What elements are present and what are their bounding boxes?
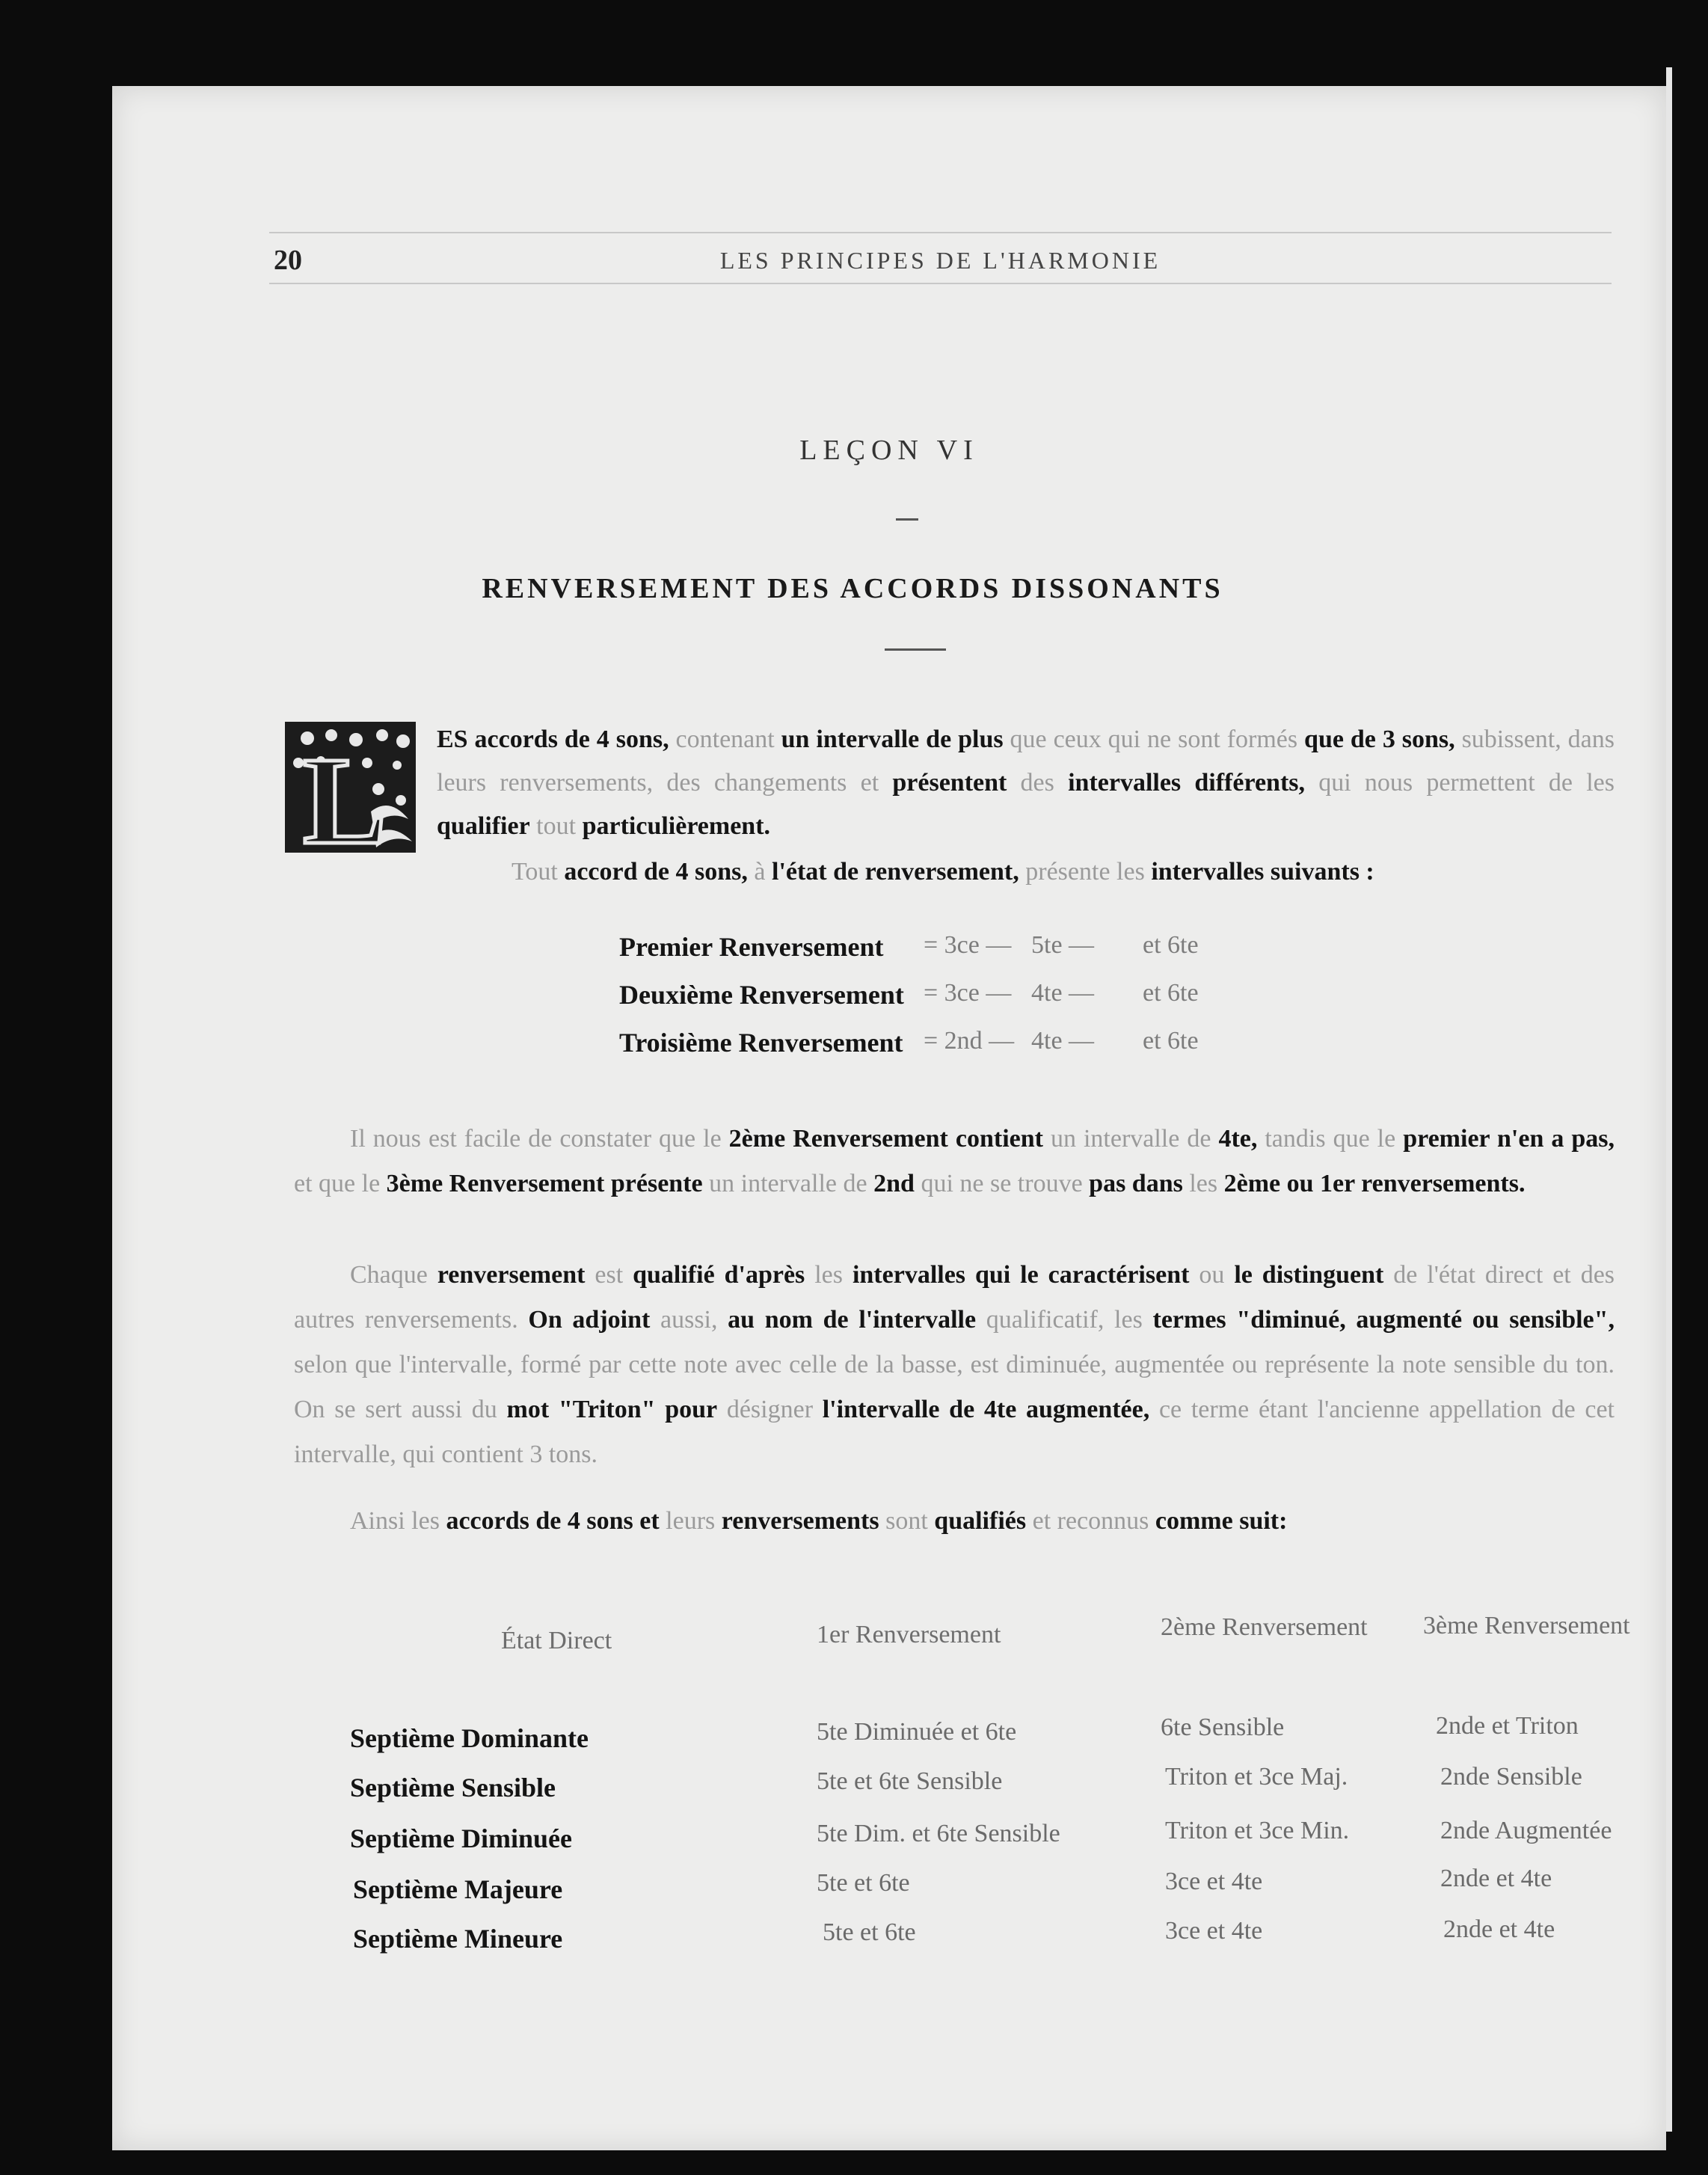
emphasized-text: 2ème Renversement contient xyxy=(728,1125,1043,1153)
emphasized-text: premier n'en a pas, xyxy=(1403,1125,1615,1153)
body-text: leurs xyxy=(659,1507,722,1535)
emphasized-text: que de 3 sons, xyxy=(1304,725,1455,753)
emphasized-text: ES accords de 4 sons, xyxy=(437,725,669,753)
emphasized-text: présentent xyxy=(892,769,1007,797)
emphasized-text: l'intervalle de 4te augmentée, xyxy=(822,1396,1150,1423)
interval-2: 4te — xyxy=(1031,979,1095,1007)
emphasized-text: intervalles suivants : xyxy=(1151,858,1374,886)
body-text: aussi, xyxy=(650,1306,728,1334)
emphasized-text: qualifiés xyxy=(934,1507,1027,1535)
table-cell: 6te Sensible xyxy=(1161,1714,1285,1741)
interval-2: 4te — xyxy=(1031,1027,1095,1055)
body-text: selon que l'intervalle, formé par cette note avec celle de la basse, est diminuée, augmentée ou représente la note sensible du ton. On se sert aussi du xyxy=(294,1351,1615,1423)
paragraph-table-intro xyxy=(294,1500,1615,1543)
interval-1: = 3ce — xyxy=(924,979,1012,1007)
emphasized-text: comme suit: xyxy=(1155,1507,1288,1535)
table-cell: 5te Dim. et 6te Sensible xyxy=(817,1820,1060,1847)
emphasized-text: pas dans xyxy=(1089,1170,1183,1197)
chord-name: Septième Sensible xyxy=(350,1773,556,1803)
body-text: ce terme étant l'ancienne appellation de cet intervalle, qui contient 3 tons. xyxy=(294,1396,1615,1468)
emphasized-text: particulièrement. xyxy=(582,812,771,840)
emphasized-text: un intervalle de plus xyxy=(781,725,1004,753)
table-cell: 5te et 6te xyxy=(823,1918,916,1946)
table-cell: Triton et 3ce Min. xyxy=(1165,1817,1350,1844)
inversion-label: Premier Renversement xyxy=(619,932,884,962)
interval-3: et 6te xyxy=(1143,1027,1199,1055)
table-cell: 2nde Augmentée xyxy=(1440,1817,1612,1844)
emphasized-text: accords de 4 sons et xyxy=(446,1507,660,1535)
emphasized-text: l'état de renversement, xyxy=(772,858,1019,886)
interval-2: 5te — xyxy=(1031,931,1095,959)
body-text: à xyxy=(747,858,772,886)
decorative-dropcap-icon xyxy=(285,722,416,853)
emphasized-text: 4te, xyxy=(1218,1125,1258,1153)
table-cell: 2nde et Triton xyxy=(1436,1712,1579,1740)
column-header: État Direct xyxy=(501,1627,612,1654)
body-text: contenant xyxy=(669,725,781,753)
page-content xyxy=(112,86,1666,2150)
emphasized-text: termes "diminué, augmenté ou sensible", xyxy=(1152,1306,1615,1334)
body-text: est xyxy=(585,1261,633,1289)
body-text: qui nous permettent de les xyxy=(1305,769,1615,797)
body-text: Il nous est facile de constater que le xyxy=(350,1125,729,1153)
emphasized-text: au nom de l'intervalle xyxy=(728,1306,977,1334)
table-row xyxy=(350,1712,1630,1772)
table-cell: Triton et 3ce Maj. xyxy=(1165,1763,1348,1791)
body-text: des xyxy=(1007,769,1069,797)
table-cell: 3ce et 4te xyxy=(1165,1868,1263,1895)
interval-1: = 3ce — xyxy=(924,931,1012,959)
paragraph-qualification xyxy=(294,1253,1615,1477)
emphasized-text: intervalles différents, xyxy=(1068,769,1306,797)
page-header xyxy=(269,232,1612,284)
chord-name: Septième Dominante xyxy=(350,1723,589,1753)
emphasized-text: mot "Triton" pour xyxy=(506,1396,718,1423)
body-text: les xyxy=(1182,1170,1224,1197)
body-text: Chaque xyxy=(350,1261,437,1289)
chord-qualification-table xyxy=(350,1612,1630,2016)
interval-3: et 6te xyxy=(1143,931,1199,959)
column-header: 2ème Renversement xyxy=(1161,1613,1368,1641)
emphasized-text: qualifier xyxy=(437,812,530,840)
table-cell: 5te et 6te Sensible xyxy=(817,1767,1003,1795)
table-cell: 5te Diminuée et 6te xyxy=(817,1718,1017,1746)
chord-name: Septième Diminuée xyxy=(350,1823,572,1853)
lesson-number: LEÇON VI xyxy=(799,435,979,466)
emphasized-text: renversement xyxy=(437,1261,586,1289)
column-header: 1er Renversement xyxy=(817,1621,1001,1648)
table-row xyxy=(353,1915,1630,1972)
body-text: désigner xyxy=(717,1396,823,1423)
body-text: les xyxy=(805,1261,853,1289)
body-text: sont xyxy=(879,1507,935,1535)
body-text: de l'état direct et des autres renversements. xyxy=(294,1261,1615,1334)
emphasized-text: 3ème Renversement présente xyxy=(386,1170,703,1197)
ornamental-dash xyxy=(896,518,918,521)
chord-name: Septième Majeure xyxy=(353,1874,563,1904)
page-number: 20 xyxy=(274,245,302,276)
paragraph-observation xyxy=(294,1117,1615,1206)
body-text: présente les xyxy=(1019,858,1152,886)
body-text: tandis que le xyxy=(1257,1125,1404,1153)
running-head: LES PRINCIPES DE L'HARMONIE xyxy=(719,247,1161,274)
chapter-title: RENVERSEMENT DES ACCORDS DISSONANTS xyxy=(482,573,1223,604)
body-text: et reconnus xyxy=(1026,1507,1155,1535)
emphasized-text: 2nd xyxy=(873,1170,915,1197)
body-text: subissent, dans leurs renversements, des changements et xyxy=(437,725,1615,797)
inversion-label: Troisième Renversement xyxy=(619,1028,903,1058)
body-text: qualificatif, les xyxy=(976,1306,1153,1334)
chord-name: Septième Mineure xyxy=(353,1924,563,1954)
emphasized-text: On adjoint xyxy=(528,1306,651,1334)
emphasized-text: intervalles qui le caractérisent xyxy=(852,1261,1190,1289)
ornamental-dash-double xyxy=(885,648,946,651)
interval-1: = 2nd — xyxy=(924,1027,1015,1055)
emphasized-text: le distinguent xyxy=(1234,1261,1384,1289)
emphasized-text: qualifié d'après xyxy=(633,1261,805,1289)
dropcap-letter: L xyxy=(303,731,387,853)
table-row xyxy=(350,1763,1630,1821)
inversion-label: Deuxième Renversement xyxy=(619,980,904,1010)
body-text: qui ne se trouve xyxy=(914,1170,1090,1197)
paragraph-inversions-intro xyxy=(437,850,1615,894)
table-row xyxy=(353,1865,1630,1923)
paragraph-intro xyxy=(437,718,1615,848)
body-text: un intervalle de xyxy=(702,1170,874,1197)
interval-3: et 6te xyxy=(1143,979,1199,1007)
body-text: que ceux qui ne sont formés xyxy=(1003,725,1305,753)
body-text: Ainsi les xyxy=(350,1507,446,1535)
emphasized-text: 2ème ou 1er renversements. xyxy=(1223,1170,1526,1197)
table-cell: 5te et 6te xyxy=(817,1869,910,1897)
body-text: Tout xyxy=(512,858,565,886)
emphasized-text: renversements xyxy=(721,1507,879,1535)
body-text: tout xyxy=(529,812,583,840)
body-text: un intervalle de xyxy=(1042,1125,1219,1153)
page-edge xyxy=(1666,67,1672,2132)
table-cell: 2nde et 4te xyxy=(1440,1865,1552,1892)
table-row xyxy=(350,1817,1630,1872)
column-header: 3ème Renversement xyxy=(1423,1612,1630,1639)
body-text: ou xyxy=(1189,1261,1235,1289)
table-cell: 3ce et 4te xyxy=(1165,1917,1263,1945)
book-page xyxy=(112,86,1666,2150)
emphasized-text: accord de 4 sons, xyxy=(564,858,748,886)
table-cell: 2nde et 4te xyxy=(1443,1915,1555,1943)
table-cell: 2nde Sensible xyxy=(1440,1763,1582,1791)
body-text: et que le xyxy=(294,1170,387,1197)
